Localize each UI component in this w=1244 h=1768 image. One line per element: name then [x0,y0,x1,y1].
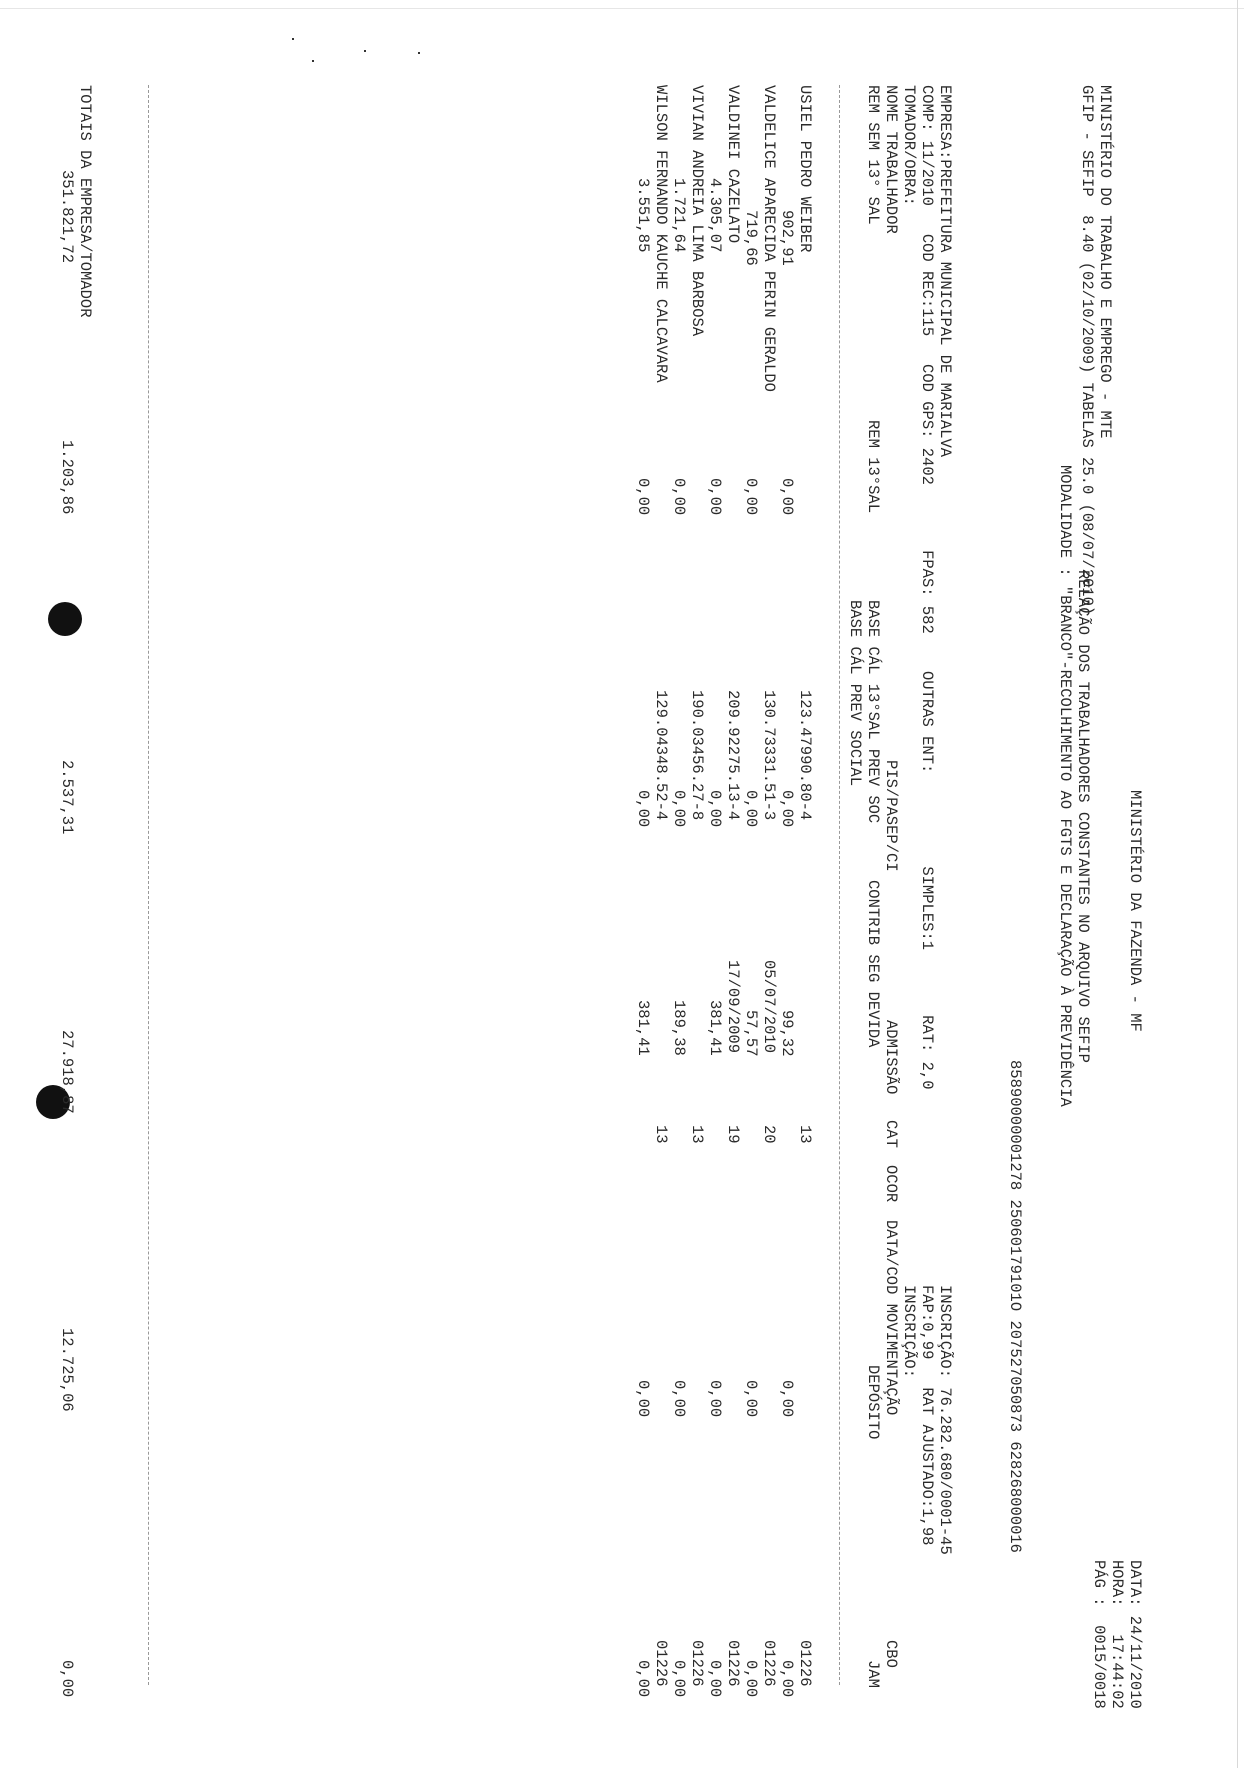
col-cbo: CBO [882,1640,900,1668]
worker-cbo: 01226 [724,1640,742,1687]
worker-name: WILSON FERNANDO KAUCHE CALCAVARA [652,85,670,383]
worker-name: USIEL PEDRO WEIBER [796,85,814,253]
ministry-finance: MINISTÉRIO DA FAZENDA - MF [1126,790,1144,1032]
col-cat: CAT [882,1120,900,1148]
worker-name: VIVIAN ANDREIA LIMA BARBOSA [688,85,706,337]
company-name: EMPRESA:PREFEITURA MUNICIPAL DE MARIALVA [936,85,954,458]
col-ocor: OCOR [882,1165,900,1203]
barcode-numbers: 85890000001278 25060179101O 207527050873 628268000016 [1006,1060,1024,1553]
worker-cat: 13 [652,1125,670,1144]
worker-contrib: 189,38 [670,1000,688,1056]
col-deposito: DEPÓSITO [864,1365,882,1440]
ministry-labor: MINISTÉRIO DO TRABALHO E EMPREGO - MTE [1096,85,1114,439]
totals-separator [148,85,149,1685]
worker-rem-13: 0,00 [742,478,760,516]
worker-contrib: 57,57 [742,1010,760,1057]
worker-cbo: 01226 [760,1640,778,1687]
worker-jam: 0,00 [634,1660,652,1698]
worker-jam: 0,00 [778,1660,796,1698]
col-rem-sem: REM SEM 13° SAL [864,85,882,225]
worker-name: VALDELICE APARECIDA PERIN GERALDO [760,85,778,392]
worker-base-13: 0,00 [778,790,796,828]
col-data-cod: DATA/COD MOVIMENTAÇÃO [882,1220,900,1416]
company-inscricao: INSCRIÇÃO: 76.282.680/0001-45 [936,1285,954,1555]
report-modality: MODALIDADE : "BRANCO"-RECOLHIMENTO AO FGTS E DECLARAÇÃO À PREVIDÊNCIA [1056,465,1074,1107]
worker-admissao: 05/07/2010 [760,960,778,1054]
col-jam: JAM [864,1660,882,1688]
worker-rem-sem: 3.551,85 [634,178,652,253]
worker-rem-sem: 1.721,64 [670,178,688,253]
totals-deposito: 12.725,06 [58,1328,76,1412]
worker-name: VALDINEI CAZELATO [724,85,742,244]
gfip-version: GFIP - SEFIP 8.40 (02/10/2009) TABELAS 25.0 (08/07/2010) [1078,85,1096,616]
worker-rem-sem: 4.305,07 [706,178,724,253]
worker-jam: 0,00 [742,1660,760,1698]
totals-contrib: 27.918,87 [58,1030,76,1114]
header-separator [839,85,840,1685]
report-time: HORA: 17:44:02 [1108,1560,1126,1709]
col-contrib: CONTRIB SEG DEVIDA [864,880,882,1048]
company-comp-line: COMP: 11/2010 COD REC:115 COD GPS: 2402 FPAS: 582 OUTRAS ENT: SIMPLES:1 RAT: 2,0 [918,85,936,1090]
col-admissao: ADMISSÃO [882,1020,900,1095]
worker-jam: 0,00 [670,1660,688,1698]
worker-cbo: 01226 [652,1640,670,1687]
worker-deposito: 0,00 [670,1380,688,1418]
worker-cat: 13 [796,1125,814,1144]
tomador-label: TOMADOR/OBRA: [900,85,918,206]
worker-pis: 130.73331.51-3 [760,690,778,821]
worker-deposito: 0,00 [742,1380,760,1418]
worker-cat: 20 [760,1125,778,1144]
worker-contrib: 381,41 [706,1000,724,1056]
worker-rem-sem: 719,66 [742,210,760,266]
worker-deposito: 0,00 [634,1380,652,1418]
totals-label: TOTAIS DA EMPRESA/TOMADOR [76,85,94,318]
worker-rem-13: 0,00 [706,478,724,516]
worker-base-13: 0,00 [742,790,760,828]
tomador-inscricao: INSCRIÇÃO: [900,1285,918,1379]
col-base-prev: BASE CÁL PREV SOCIAL [846,600,864,787]
worker-admissao: 17/09/2009 [724,960,742,1054]
report-date: DATA: 24/11/2010 [1126,1560,1144,1709]
worker-rem-13: 0,00 [670,478,688,516]
company-fap-line: FAP:0,99 RAT AJUSTADO:1,98 [918,1285,936,1546]
worker-jam: 0,00 [706,1660,724,1698]
col-rem-13: REM 13°SAL [864,420,882,514]
worker-contrib: 381,41 [634,1000,652,1056]
worker-rem-13: 0,00 [778,478,796,516]
col-base-13: BASE CÁL 13°SAL PREV SOC [864,600,882,824]
worker-pis: 190.03456.27-8 [688,690,706,821]
worker-deposito: 0,00 [778,1380,796,1418]
report-title: RELAÇÃO DOS TRABALHADORES CONSTANTES NO ARQUIVO SEFIP [1074,570,1092,1063]
totals-rem-sem: 351.821,72 [58,170,76,264]
worker-pis: 209.92275.13-4 [724,690,742,821]
worker-cat: 19 [724,1125,742,1144]
col-nome: NOME TRABALHADOR [882,85,900,234]
report-page: PÁG : 0015/0018 [1090,1560,1108,1709]
worker-base-13: 0,00 [634,790,652,828]
totals-jam: 0,00 [58,1660,76,1698]
totals-base-13: 2.537,31 [58,760,76,835]
worker-pis: 129.04348.52-4 [652,690,670,821]
worker-pis: 123.47990.80-4 [796,690,814,821]
worker-cbo: 01226 [796,1640,814,1687]
worker-deposito: 0,00 [706,1380,724,1418]
worker-rem-sem: 902,91 [778,210,796,266]
totals-rem-13: 1.203,86 [58,440,76,515]
worker-contrib: 99,32 [778,1010,796,1057]
worker-cbo: 01226 [688,1640,706,1687]
worker-rem-13: 0,00 [634,478,652,516]
worker-cat: 13 [688,1125,706,1144]
worker-base-13: 0,00 [706,790,724,828]
worker-base-13: 0,00 [670,790,688,828]
col-pis: PIS/PASEP/CI [882,760,900,872]
